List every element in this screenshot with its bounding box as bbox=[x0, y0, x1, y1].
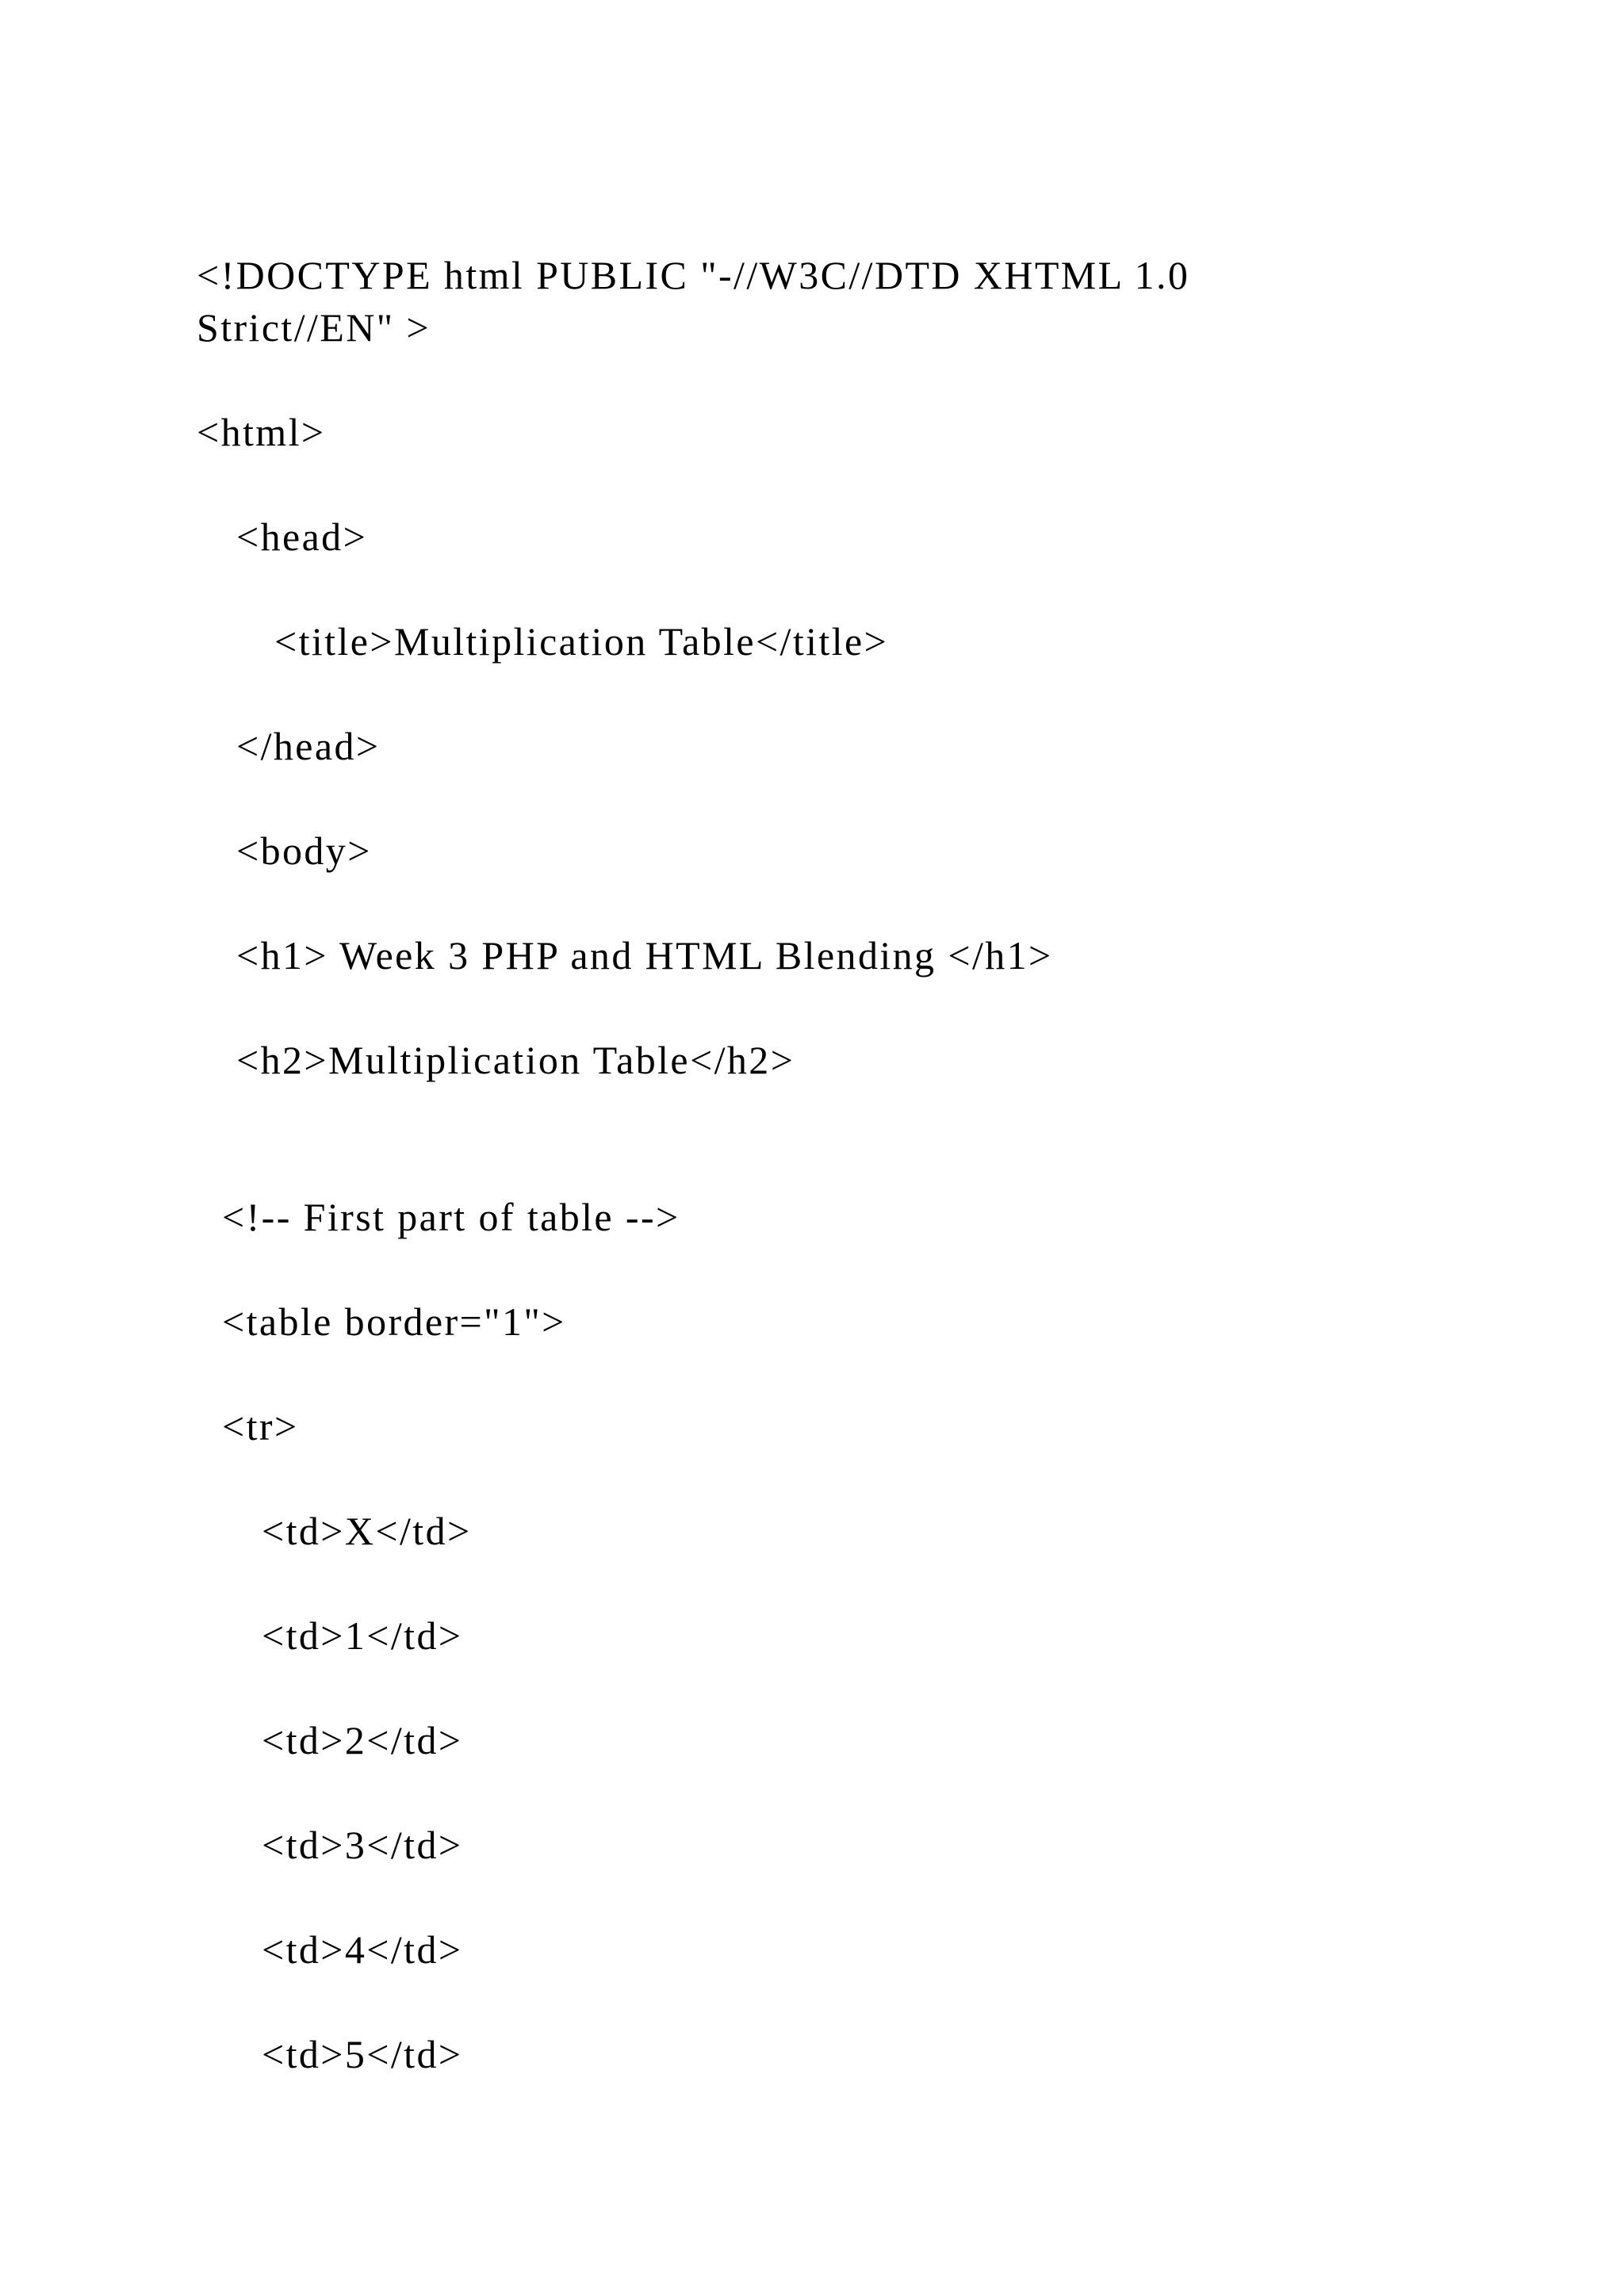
code-line-td-5: <td>5</td> bbox=[262, 2032, 463, 2076]
code-line-td-2: <td>2</td> bbox=[262, 1718, 463, 1762]
code-line-h1: <h1> Week 3 PHP and HTML Blending </h1> bbox=[236, 933, 1053, 978]
code-line-table-open: <table border="1"> bbox=[222, 1299, 566, 1344]
code-line-doctype: <!DOCTYPE html PUBLIC "-//W3C//DTD XHTML 1.0 bbox=[197, 253, 1190, 297]
code-line-title: <title>Multiplication Table</title> bbox=[274, 619, 889, 664]
code-line-tr-open: <tr> bbox=[222, 1404, 299, 1448]
code-line-html-open: <html> bbox=[197, 410, 326, 454]
code-line-h2: <h2>Multiplication Table</h2> bbox=[236, 1038, 795, 1082]
code-line-td-4: <td>4</td> bbox=[262, 1927, 463, 1972]
code-line-doctype-cont: Strict//EN" > bbox=[197, 305, 431, 350]
code-line-body-open: <body> bbox=[236, 828, 372, 873]
code-line-comment: <!-- First part of table --> bbox=[222, 1195, 680, 1239]
code-line-td-3: <td>3</td> bbox=[262, 1823, 463, 1867]
code-line-td-x: <td>X</td> bbox=[262, 1509, 472, 1553]
code-line-td-1: <td>1</td> bbox=[262, 1613, 463, 1658]
code-line-head-open: <head> bbox=[236, 515, 368, 559]
code-line-head-close: </head> bbox=[236, 724, 381, 768]
